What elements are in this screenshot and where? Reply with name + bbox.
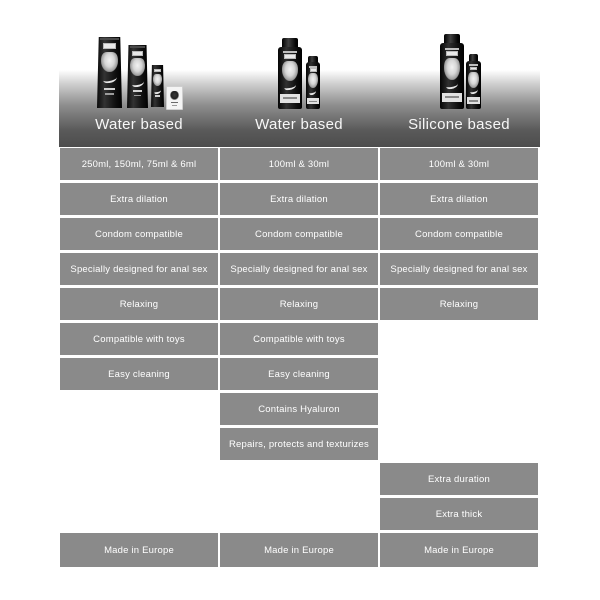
sachet-icon — [166, 86, 183, 110]
cell-feature: Compatible with toys — [220, 323, 378, 355]
cell-feature: Extra dilation — [220, 183, 378, 215]
small-tube-icon — [151, 65, 164, 107]
cell-feature: Extra duration — [380, 463, 538, 495]
column-header-silicone-based: Silicone based — [408, 116, 510, 133]
cell-made-in-europe: Made in Europe — [220, 533, 378, 567]
cell-sizes: 100ml & 30ml — [220, 148, 378, 180]
cell-made-in-europe: Made in Europe — [60, 533, 218, 567]
cell-feature: Compatible with toys — [60, 323, 218, 355]
column-header-water-based-tubes: Water based — [95, 116, 183, 133]
cell-feature: Extra thick — [380, 498, 538, 530]
cell-feature: Easy cleaning — [60, 358, 218, 390]
column-header-water-based-bottles: Water based — [255, 116, 343, 133]
cell-made-in-europe: Made in Europe — [380, 533, 538, 567]
cell-feature: Extra dilation — [60, 183, 218, 215]
large-bottle-icon — [440, 34, 464, 109]
cell-sizes: 100ml & 30ml — [380, 148, 538, 180]
cell-feature: Easy cleaning — [220, 358, 378, 390]
large-bottle-icon — [278, 38, 302, 109]
cell-feature: Repairs, protects and texturizes — [220, 428, 378, 460]
cell-feature: Condom compatible — [60, 218, 218, 250]
cell-feature: Condom compatible — [220, 218, 378, 250]
small-bottle-icon — [306, 56, 320, 109]
cell-feature: Contains Hyaluron — [220, 393, 378, 425]
large-tube-icon — [97, 37, 122, 108]
cell-feature: Specially designed for anal sex — [220, 253, 378, 285]
small-bottle-icon — [466, 54, 481, 109]
cell-sizes: 250ml, 150ml, 75ml & 6ml — [60, 148, 218, 180]
cell-feature: Specially designed for anal sex — [380, 253, 538, 285]
cell-feature: Specially designed for anal sex — [60, 253, 218, 285]
medium-tube-icon — [127, 45, 148, 108]
cell-feature: Condom compatible — [380, 218, 538, 250]
cell-feature: Relaxing — [380, 288, 538, 320]
cell-feature: Relaxing — [60, 288, 218, 320]
cell-feature: Extra dilation — [380, 183, 538, 215]
cell-feature: Relaxing — [220, 288, 378, 320]
